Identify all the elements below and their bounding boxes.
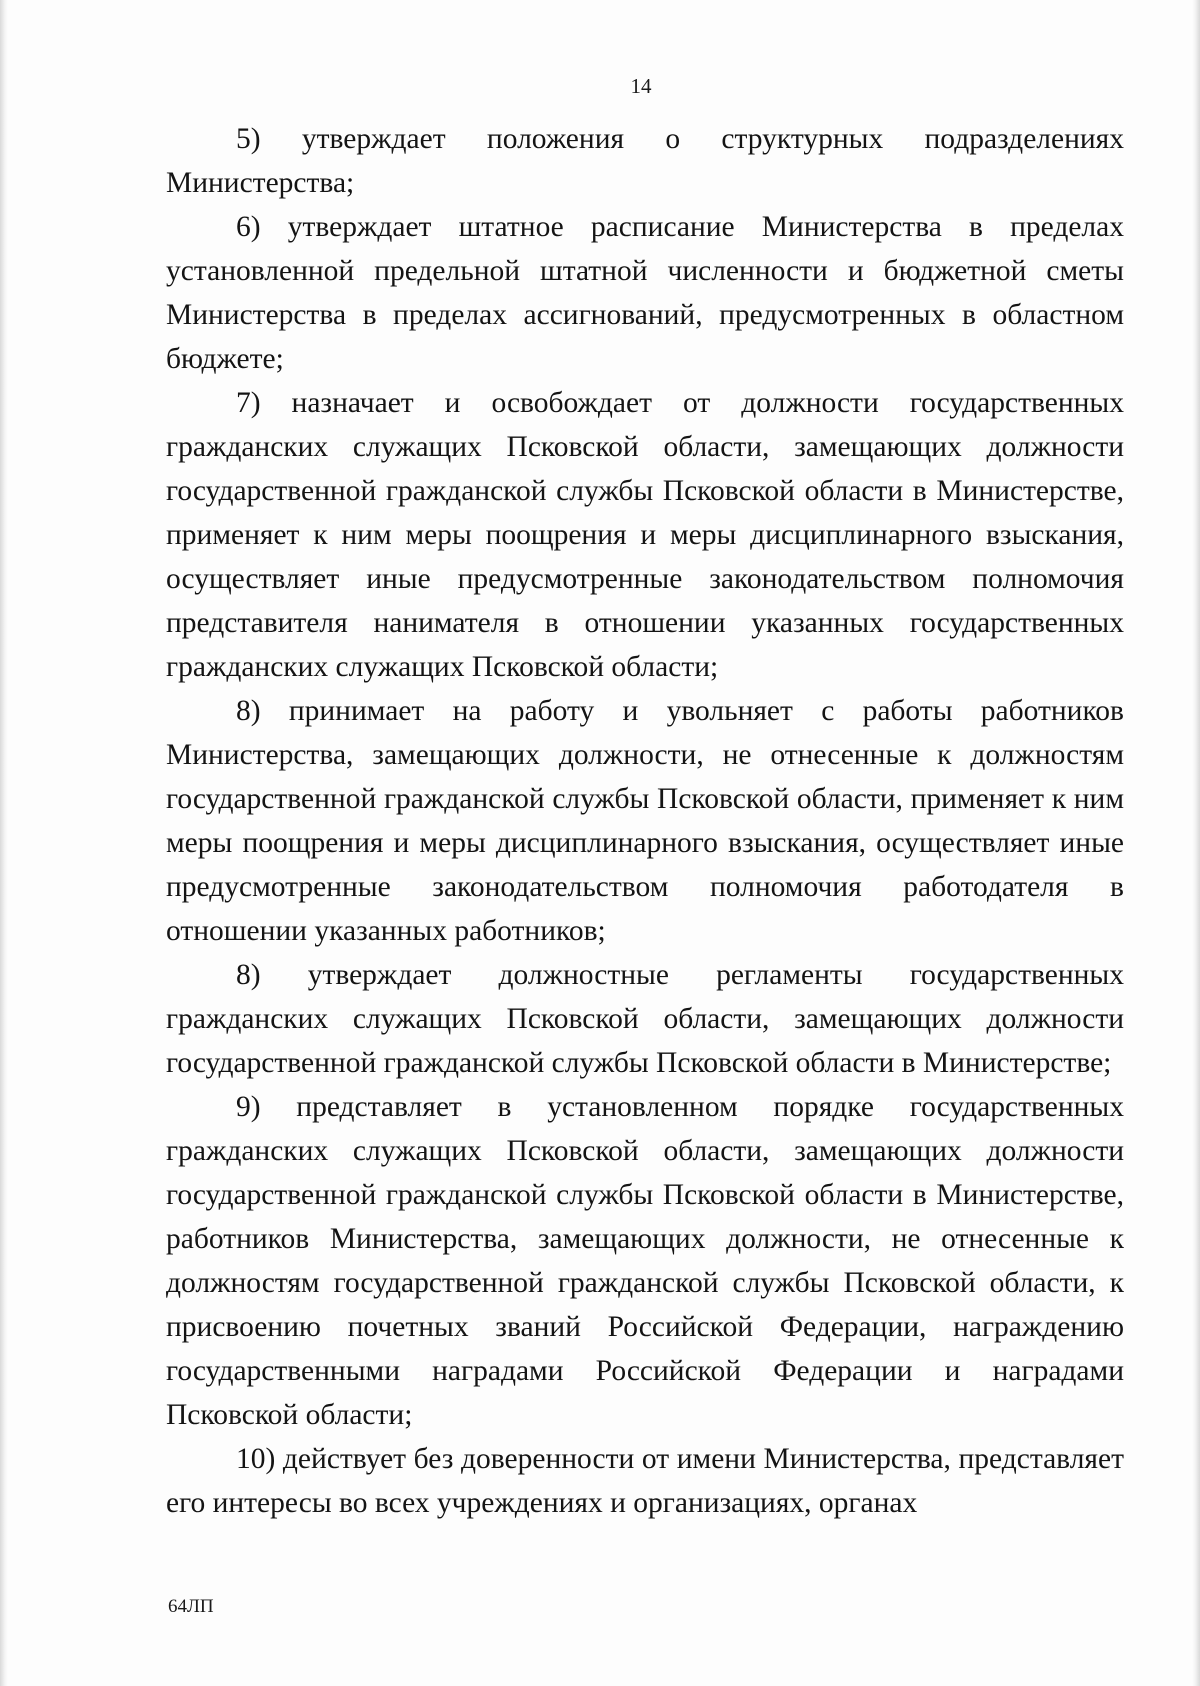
scan-edge-left (0, 0, 8, 1686)
paragraph-item-8b: 8) утверждает должностные регламенты государственных гражданских служащих Псковской области, замещающих должности государственной гражданской службы Псковской области в Министерстве; (166, 959, 1124, 1079)
paragraph-item-5: 5) утверждает положения о структурных подразделениях Министерства; (166, 123, 1124, 199)
paragraph-item-8a: 8) принимает на работу и увольняет с работы работников Министерства, замещающих должности, не отнесенные к должностям государственной гражданской службы Псковской области, применяет к ним меры поощрения и меры дисциплинарного взыскания, осуществляет иные предусмотренные законодательством полномочия работодателя в отношении указанных работников; (166, 695, 1124, 947)
scan-edge-right (1192, 0, 1200, 1686)
paragraph-item-9: 9) представляет в установленном порядке государственных гражданских служащих Псковской области, замещающих должности государственной гражданской службы Псковской области в Министерстве, работников Министерства, замещающих должности, не отнесенные к должностям государственной гражданской службы Псковской области, к присвоению почетных званий Российской Федерации, награждению государственными наградами Российской Федерации и наградами Псковской области; (166, 1091, 1124, 1431)
document-body (166, 117, 1124, 1525)
paragraph-item-6: 6) утверждает штатное расписание Министерства в пределах установленной предельной штатной численности и бюджетной сметы Министерства в пределах ассигнований, предусмотренных в областном бюджете; (166, 211, 1124, 375)
page-number: 14 (630, 74, 652, 98)
paragraph-item-7: 7) назначает и освобождает от должности государственных гражданских служащих Псковской области, замещающих должности государственной гражданской службы Псковской области в Министерстве, применяет к ним меры поощрения и меры дисциплинарного взыскания, осуществляет иные предусмотренные законодательством полномочия представителя нанимателя в отношении указанных государственных гражданских служащих Псковской области; (166, 387, 1124, 683)
paragraph-item-10: 10) действует без доверенности от имени Министерства, представляет его интересы во всех учреждениях и организациях, органах (166, 1443, 1124, 1519)
document-code: 64ЛП (168, 1596, 214, 1617)
